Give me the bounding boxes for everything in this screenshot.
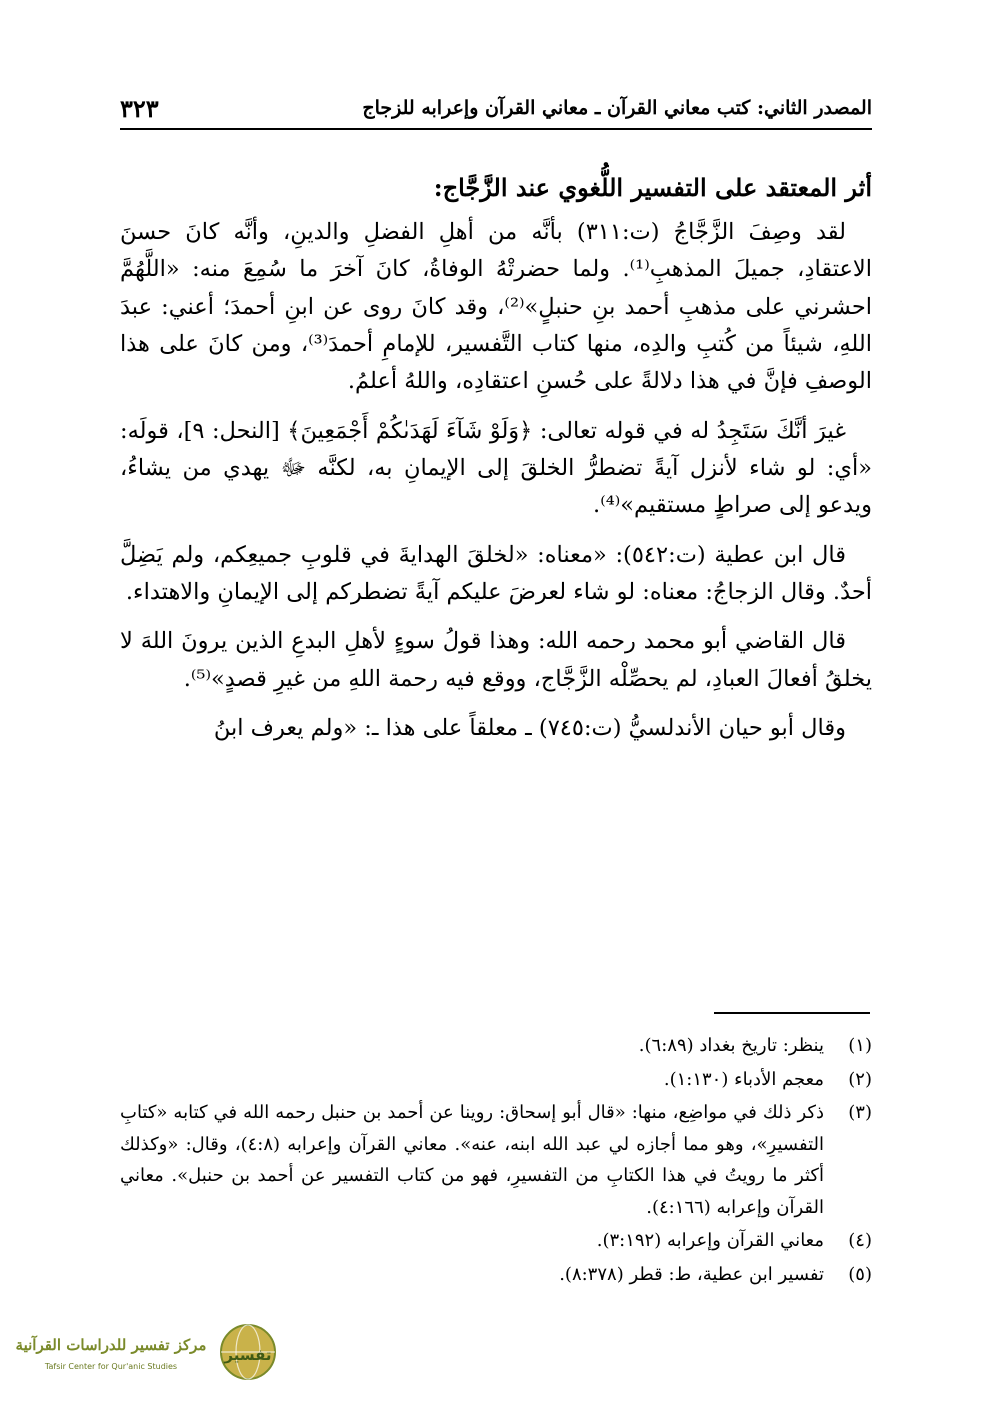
header-title: المصدر الثاني: كتب معاني القرآن ـ معاني القرآن وإعرابه للزجاج bbox=[362, 97, 872, 119]
paragraph-3: قال ابن عطية (ت:٥٤٢): «معناه: «لخلقَ الهدايةَ في قلوبِ جميعِكم، ولم يَضِلَّ أحدٌ. وقال الزجاجُ: معناه: لو شاء لعرضَ عليكم آيةً تضطركم إلى الإيمانِ والاهتداء. bbox=[120, 541, 872, 605]
footnote-4 bbox=[120, 1225, 872, 1257]
paragraph-2: غيرَ أنَّكَ سَتَجِدُ له في قوله تعالى: ﴿وَلَوْ شَآءَ لَهَدَىٰكُمْ أَجْمَعِينَ﴾ [النحل: ٩]، قولَه: «أي: لو شاء لأنزل آيةً تضطرُّ الخلقَ إلى الإيمانِ به، لكنَّه ﷻ يهدي من يشاءُ، ويدعو إلى صراطٍ مستقيم»⁽⁴⁾. bbox=[120, 417, 872, 519]
footnote-text: تفسير ابن عطية، ط: قطر (٨:٣٧٨). bbox=[559, 1263, 824, 1285]
footnotes bbox=[120, 1030, 872, 1292]
footnote-number: (٤) bbox=[848, 1230, 872, 1251]
footnote-number: (٢) bbox=[848, 1068, 872, 1090]
footnote-2 bbox=[120, 1064, 872, 1096]
footnote-number: (٣) bbox=[848, 1102, 872, 1123]
footnote-separator bbox=[714, 1012, 870, 1014]
footnote-text: معاني القرآن وإعرابه (٣:١٩٢). bbox=[596, 1230, 824, 1251]
section-heading: أثر المعتقد على التفسير اللُّغوي عند الزَّجَّاج: bbox=[433, 173, 872, 202]
paragraph-5: وقال أبو حيان الأندلسيُّ (ت:٧٤٥) ـ معلقاً على هذا ـ: «ولم يعرف ابنُ bbox=[213, 714, 846, 741]
paragraph-4: قال القاضي أبو محمد رحمه الله: وهذا قولُ سوءٍ لأهلِ البدعِ الذين يرونَ اللهَ لا يخلقُ أفعالَ العبادِ، لم يحصِّلْه الزَّجَّاج، ووقع فيه رحمة اللهِ من غيرِ قصدٍ»⁽⁵⁾. bbox=[120, 628, 872, 692]
footnote-3 bbox=[120, 1097, 872, 1223]
footnote-1 bbox=[120, 1030, 872, 1062]
footnote-text: معجم الأدباء (١:١٣٠). bbox=[663, 1068, 824, 1090]
running-header bbox=[120, 88, 872, 130]
tafsir-center-logo bbox=[0, 1318, 290, 1406]
emblem-text: تفسير bbox=[224, 1346, 272, 1364]
paragraph-1: لقد وصِفَ الزَّجَّاجُ (ت:٣١١) بأنَّه من أهلِ الفضلِ والدينِ، وأنَّه كانَ حسنَ الاعتقادِ، جميلَ المذهبِ⁽¹⁾. ولما حضرتْهُ الوفاةُ، كانَ آخرَ ما سُمِعَ منه: «اللَّهُمَّ احشرني على مذهبِ أحمد بنِ حنبلٍ»⁽²⁾، وقد كانَ روى عن ابنِ أحمدَ؛ أعني: عبدَ اللهِ، شيئاً من كُتبِ والدِه، منها كتاب التَّفسير، للإمامِ أحمدَ⁽³⁾، ومن كانَ على هذا الوصفِ فإنَّ في هذا دلالةً على حُسنِ اعتقادِه، واللهُ أعلمُ. bbox=[120, 218, 872, 395]
footnote-number: (١) bbox=[848, 1035, 872, 1056]
globe-emblem-icon bbox=[218, 1322, 278, 1382]
footnote-number: (٥) bbox=[848, 1263, 872, 1285]
body-text bbox=[120, 168, 872, 759]
footnote-text: ينظر: تاريخ بغداد (٦:٨٩). bbox=[638, 1035, 824, 1056]
logo-arabic-name: مركز تفسير للدراسات القرآنية bbox=[15, 1336, 207, 1354]
page-number: ٣٢٣ bbox=[120, 93, 159, 123]
footnote-text: ذكر ذلك في مواضِع، منها: «قال أبو إسحاق: روينا عن أحمد بن حنبل رحمه الله في كتابه «كتابِ التفسيرِ»، وهو مما أجازه لي عبد الله ابنه، عنه». معاني القرآن وإعرابه (٤:٨)، وقال: «وكذلك أكثر ما رويتُ في هذا الكتابِ من التفسيرِ، فهو من كتاب التفسير عن أحمد بن حنبل». معاني القرآن وإعرابه (٤:١٦٦). bbox=[120, 1102, 825, 1218]
footnote-5 bbox=[120, 1259, 872, 1291]
logo-english-name: Tafsir Center for Qur'anic Studies bbox=[44, 1362, 178, 1371]
